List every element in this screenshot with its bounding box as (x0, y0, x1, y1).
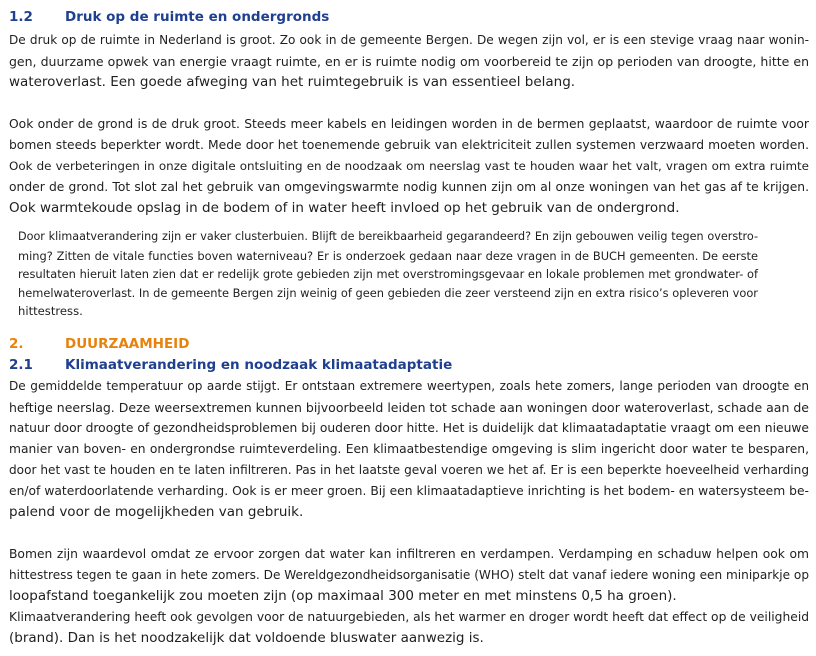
text-line: gen, duurzame opwek van energie vraagt ruimte, en er is ruimte nodig om voorbereid te zijn op perioden van droogte, hitte en (9, 54, 809, 69)
paragraph-trees-value (9, 544, 809, 649)
text-line: Door klimaatverandering zijn er vaker clusterbuien. Blijft de bereikbaarheid gegarandeerd? En zijn gebouwen veilig tegen overstro- (18, 230, 758, 243)
section-number: 2.1 (9, 357, 33, 373)
text-line: hemelwateroverlast. In de gemeente Bergen zijn weinig of geen gebieden die zeer versteend zijn en extra risico’s opleveren voor (18, 285, 758, 300)
text-line: heftige neerslag. Deze weersextremen kunnen bijvoorbeeld leiden tot schade aan woningen door wateroverlast, schade aan de (9, 400, 809, 415)
text-line: en/of waterdoorlatende verharding. Ook is er meer groen. Bij een klimaatadaptieve inrichting is het bodem- en watersysteem be- (9, 484, 809, 498)
text-line: Ook warmtekoude opslag in de bodem of in water heeft invloed op het gebruik van de ondergrond. (9, 200, 680, 216)
text-line: onder de grond. Tot slot zal het gebruik van omgevingswarmte nodig kunnen zijn om al onze woningen van het gas af te krijgen. (9, 180, 809, 194)
section-heading-2 (9, 334, 189, 354)
paragraph-underground-pressure (9, 114, 809, 219)
text-line: hittestress tegen te gaan in hete zomers. De Wereldgezondheidsorganisatie (WHO) stelt dat vanaf iedere woning een miniparkje op (9, 568, 809, 582)
paragraph-climate-change (9, 376, 809, 523)
paragraph-pressure-on-space (9, 30, 809, 93)
section-number: 2. (9, 336, 24, 352)
section-title: Druk op de ruimte en ondergronds (65, 9, 330, 25)
text-line: (brand). Dan is het noodzakelijk dat voldoende bluswater aanwezig is. (9, 630, 484, 646)
text-line: wateroverlast. Een goede afweging van het ruimtegebruik is van essentieel belang. (9, 74, 576, 90)
text-line: Ook onder de grond is de druk groot. Steeds meer kabels en leidingen worden in de bermen geplaatst, waardoor de ruimte voor (9, 117, 809, 131)
section-title: DUURZAAMHEID (65, 336, 190, 352)
text-line: De druk op de ruimte in Nederland is groot. Zo ook in de gemeente Bergen. De wegen zijn vol, er is een stevige vraag naar wonin- (9, 33, 809, 47)
text-line: Bomen zijn waardevol omdat ze ervoor zorgen dat water kan infiltreren en verdampen. Verdamping en schaduw helpen ook om (9, 547, 809, 561)
text-line: De gemiddelde temperatuur op aarde stijgt. Er ontstaan extremere weertypen, zoals hete zomers, lange perioden van droogte en (9, 379, 809, 393)
section-heading-2-1 (9, 355, 452, 375)
text-line: manier van boven- en ondergrondse ruimteverdeling. Een klimaatbestendige omgeving is slim ingericht door water te besparen, (9, 442, 809, 456)
text-line: resultaten hieruit laten zien dat er redelijk grote gebieden zijn met overstromingsgevaar en lokale problemen met grondwater- of (18, 267, 758, 281)
text-line: loopafstand toegankelijk zou moeten zijn (op maximaal 300 meter en met minstens 0,5 ha groen). (9, 588, 677, 604)
text-line: Ook de verbeteringen in onze digitale ontsluiting en de noodzaak om neerslag vast te houden waar het valt, vragen om extra ruimte (9, 159, 809, 173)
text-line: Klimaatverandering heeft ook gevolgen voor de natuurgebieden, als het warmer en droger wordt heeft dat effect op de veiligheid (9, 610, 810, 624)
section-number: 1.2 (9, 9, 33, 25)
text-line: door het vast te houden en te laten infiltreren. Pas in het laatste geval voeren we het af. Er is een beperkte hoeveelheid verharding (9, 463, 809, 477)
text-line: natuur door droogte of gezondheidsproblemen bij ouderen door hitte. Het is duidelijk dat klimaatadaptatie vraagt om een nieuwe (9, 421, 809, 435)
section-heading-1-2 (9, 7, 329, 27)
text-line: ming? Zitten de vitale functies boven waterniveau? Er is onderzoek gedaan naar deze vragen in de BUCH gemeenten. De eerste (18, 248, 758, 263)
section-title: Klimaatverandering en noodzaak klimaatadaptatie (65, 357, 453, 373)
text-line: palend voor de mogelijkheden van gebruik. (9, 504, 304, 520)
text-line: hittestress. (18, 304, 83, 318)
text-line: bomen steeds beperkter wordt. Mede door het toenemende gebruik van elektriciteit zullen systemen verzwaard moeten worden. (9, 138, 809, 152)
note-cloudbursts (18, 228, 758, 321)
